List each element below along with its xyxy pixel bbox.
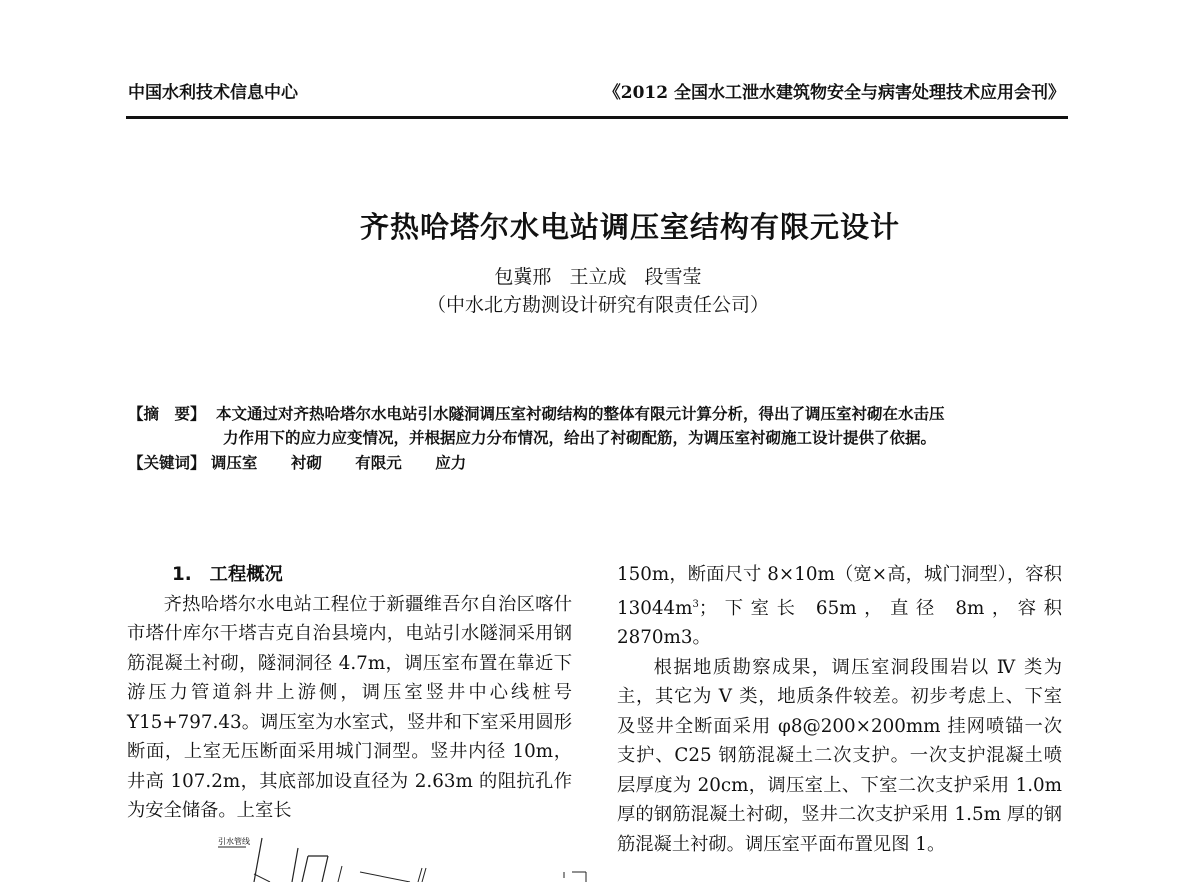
abstract-line: 本文通过对齐热哈塔尔水电站引水隧洞调压室衬砌结构的整体有限元计算分析，得出了调压室衬砌在水击压 [216,404,945,423]
journal-source: 中国水利技术信息中心 [128,83,298,103]
body-column-left [127,560,572,826]
author-affiliation: （中水北方勘测设计研究有限责任公司） [426,294,769,316]
abstract [128,402,1068,450]
figure-line [338,866,342,882]
author-list [0,262,1196,289]
figure-line [254,838,262,882]
abstract-label: 【摘 要】 [128,404,206,423]
continued-text: ；下室长 65m，直径 8m，容积 2870m3。 [617,597,1062,649]
continued-text: 150m，断面尺寸 8×10m（宽×高，城门洞型），容积 13044m [617,564,1062,619]
body-paragraph: 齐热哈塔尔水电站工程位于新疆维吾尔自治区喀什市塔什库尔干塔吉克自治县境内，电站引水隧洞采用钢筋混凝土衬砌，隧洞洞径 4.7m，调压室布置在靠近下游压力管道斜井上游侧，调压室竖井中心线桩号 Y15+797.43。调压室为水室式，竖井和下室采用圆形断面，上室无压断面采用城门洞型。竖井内径 10m，井高 107.2m，其底部加设直径为 2.63m 的阻抗孔作为安全储备。上室长 [127,593,572,821]
body-paragraph: 根据地质勘察成果，调压室洞段围岩以 Ⅳ 类为主，其它为 Ⅴ 类，地质条件较差。初步考虑上、下室及竖井全断面采用 φ8@200×200mm 挂网喷锚一次支护、C25 钢筋混凝土二次支护。一次支护混凝土喷层厚度为 20cm，调压室上、下室二次支护采用 1.0m 厚的钢筋混凝土衬砌，竖井二次支护采用 1.5m 厚的钢筋混凝土衬砌。调压室平面布置见图 1。 [617,656,1062,855]
figure-line [254,874,270,882]
figure-label: 引水管线 [218,837,250,846]
body-column-right [617,560,1062,859]
author: 包冀邢 [494,266,552,288]
figure-line [418,868,422,882]
figure-line [422,868,426,882]
body-paragraph-continued [617,560,1062,653]
author: 段雪莹 [644,266,702,288]
section-heading [127,560,572,590]
superscript: 3 [692,598,699,610]
keyword: 应力 [435,453,467,472]
keyword: 衬砌 [290,453,322,472]
figure-line [292,848,298,882]
keyword: 有限元 [355,453,402,472]
figure-line [360,872,410,882]
keywords-label: 【关键词】 [128,453,206,472]
keyword: 调压室 [210,453,258,472]
proceedings-title: 《2012 全国水工泄水建筑物安全与病害处理技术应用会刊》 [603,83,1065,103]
paper-title: 齐热哈塔尔水电站调压室结构有限元设计 [359,210,900,244]
section-number: 1. [172,564,192,585]
figure-line [302,856,308,882]
figure-line [322,856,328,882]
section-heading-text: 工程概况 [209,564,283,585]
author: 王立成 [569,266,627,288]
header-divider [126,116,1068,119]
keywords [128,451,494,473]
figure-1-fragment [210,828,610,882]
abstract-line: 力作用下的应力应变情况，并根据应力分布情况，给出了衬砌配筋，为调压室衬砌施工设计提供了依据。 [223,428,937,447]
